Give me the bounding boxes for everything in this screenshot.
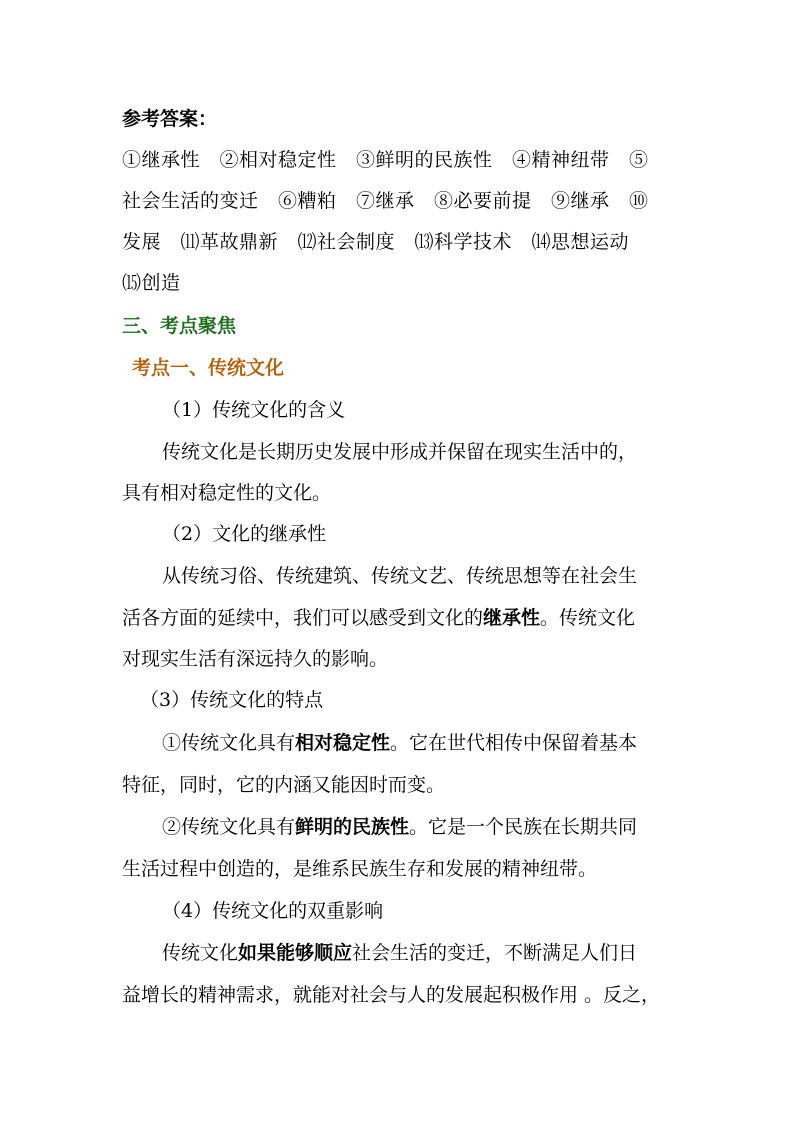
answer-heading: 参考答案： [122, 108, 218, 130]
answer-line-3: 发展 ⑾革故鼎新 ⑿社会制度 ⒀科学技术 ⒁思想运动 [122, 231, 630, 253]
sub2-title: （2）文化的继承性 [162, 523, 327, 545]
answer-line-4: ⒂创造 [122, 272, 181, 294]
sub3-p2-c: 。它是一个民族在长期共同 [409, 816, 638, 838]
sub2-text-2a: 活各方面的延续中，我们可以感受到文化的 [122, 607, 484, 629]
sub4-title: （4）传统文化的双重影响 [162, 900, 384, 922]
sub3-p2-a: ②传统文化具有 [162, 816, 296, 838]
sub3-p1-emphasis: 相对稳定性 [295, 732, 391, 754]
sub1-text-1: 传统文化是长期历史发展中形成并保留在现实生活中的， [162, 441, 638, 463]
section-heading: 三、考点聚焦 [122, 315, 237, 337]
sub2-text-3: 对现实生活有深远持久的影响。 [122, 648, 389, 670]
sub2-emphasis: 继承性 [483, 607, 541, 629]
sub4-p1-emphasis: 如果能够顺应 [238, 942, 353, 964]
sub4-p1-line2: 益增长的精神需求，就能对社会与人的发展起积极作用 。反之， [122, 984, 661, 1006]
sub3-p2-emphasis: 鲜明的民族性 [295, 816, 410, 838]
sub3-p2-line1 [162, 813, 794, 841]
sub4-p1-a: 传统文化 [162, 942, 239, 964]
sub2-text-2 [122, 604, 794, 632]
topic-heading: 考点一、传统文化 [132, 357, 285, 379]
sub4-p1-c: 社会生活的变迁，不断满足人们日 [352, 942, 638, 964]
answer-line-2: 社会生活的变迁 ⑥糟粕 ⑦继承 ⑧必要前提 ⑨继承 ⑩ [122, 190, 649, 212]
sub2-text-2c: 。传统文化 [540, 607, 636, 629]
sub3-p1-a: ①传统文化具有 [162, 732, 296, 754]
sub3-p1-line1 [162, 729, 794, 757]
sub3-p1-c: 。它在世代相传中保留着基本 [390, 732, 638, 754]
sub3-p2-line2: 生活过程中创造的，是维系民族生存和发展的精神纽带。 [122, 858, 598, 880]
sub4-p1-line1 [162, 939, 794, 967]
sub1-title: （1）传统文化的含义 [162, 399, 346, 421]
answer-line-1: ①继承性 ②相对稳定性 ③鲜明的民族性 ④精神纽带 ⑤ [122, 149, 649, 171]
sub3-title: （3）传统文化的特点 [140, 689, 324, 711]
sub2-text-1: 从传统习俗、传统建筑、传统文艺、传统思想等在社会生 [162, 565, 638, 587]
sub1-text-2: 具有相对稳定性的文化。 [122, 482, 332, 504]
sub3-p1-line2: 特征，同时，它的内涵又能因时而变。 [122, 774, 446, 796]
